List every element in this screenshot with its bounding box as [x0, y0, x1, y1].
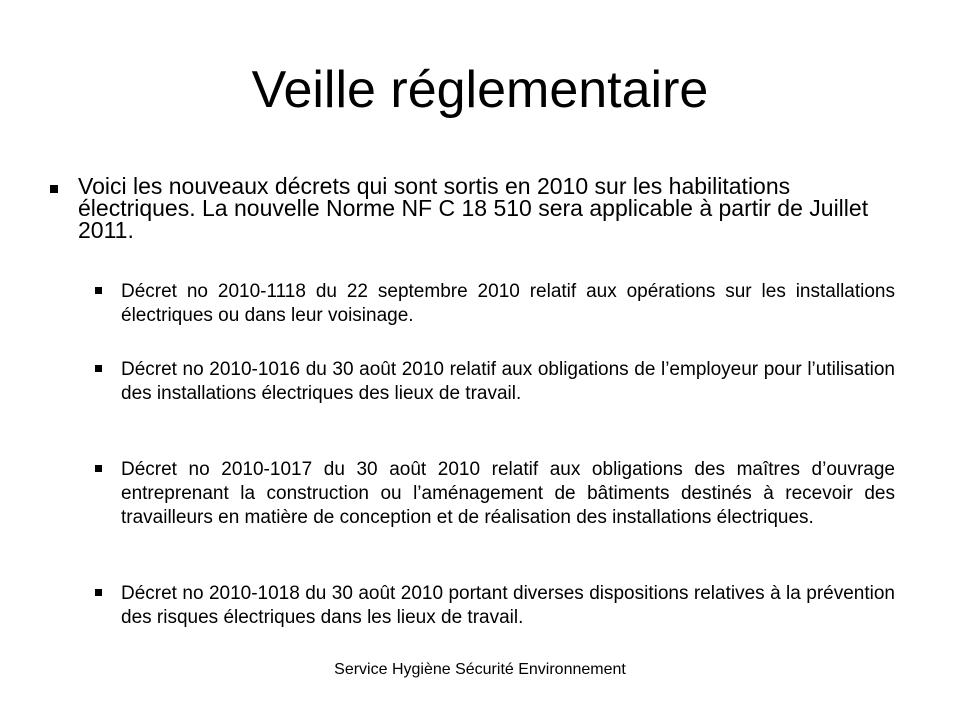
sub-bullet-text: Décret no 2010-1016 du 30 août 2010 relatif aux obligations de l’employeur pour l’utilisation des installations électriques des lieux de travail.: [121, 359, 895, 404]
sub-bullet-item: [95, 582, 895, 630]
square-bullet-icon: [95, 287, 102, 294]
sub-bullet-text: Décret no 2010-1018 du 30 août 2010 portant diverses dispositions relatives à la prévention des risques électriques dans les lieux de travail.: [121, 583, 895, 628]
square-bullet-icon: [50, 185, 58, 193]
main-bullet-item: [50, 175, 880, 241]
square-bullet-icon: [95, 465, 102, 472]
square-bullet-icon: [95, 589, 102, 596]
sub-bullet-item: [95, 458, 895, 530]
sub-bullet-text: Décret no 2010-1118 du 22 septembre 2010 relatif aux opérations sur les installations électriques ou dans leur voisinage.: [121, 281, 895, 326]
slide-title: Veille réglementaire: [251, 61, 709, 119]
main-bullet-text: Voici les nouveaux décrets qui sont sortis en 2010 sur les habilitations électriques. La nouvelle Norme NF C 18 510 sera applicable à partir de Juillet 2011.: [78, 173, 869, 243]
sub-bullet-item: [95, 280, 895, 328]
slide-footer: Service Hygiène Sécurité Environnement: [334, 661, 626, 678]
square-bullet-icon: [95, 365, 102, 372]
sub-bullet-text: Décret no 2010-1017 du 30 août 2010 relatif aux obligations des maîtres d’ouvrage entreprenant la construction ou l’aménagement de bâtiments destinés à recevoir des travailleurs en matière de conception et de réalisation des installations électriques.: [121, 459, 895, 528]
sub-bullet-item: [95, 358, 895, 406]
